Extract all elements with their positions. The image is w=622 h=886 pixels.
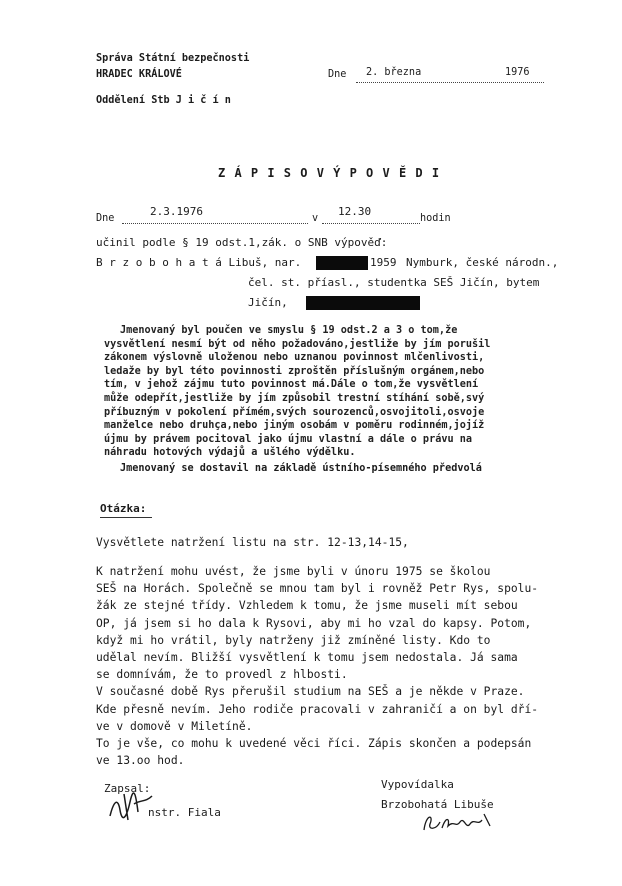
document-title: Z Á P I S O V Ý P O V Ě D I bbox=[218, 166, 441, 180]
intro-name-line: B r z o b o h a t á Libuš, nar. bbox=[96, 256, 302, 269]
question-text: Vysvětlete natržení listu na str. 12-13,14-15, bbox=[96, 536, 409, 549]
intro-line-1: učinil podle § 19 odst.1,zák. o SNB výpověď: bbox=[96, 236, 388, 249]
answer-line: se domnívám, že to provedl z hlbosti. bbox=[96, 668, 348, 682]
department-line: Oddělení Stb J i č í n bbox=[96, 95, 231, 106]
answer-block bbox=[96, 563, 538, 769]
caution-line: může odepřít,jestliže by jím způsobil trestní stíhání sobě,svý bbox=[104, 392, 485, 404]
caution-paragraph bbox=[104, 324, 490, 460]
date-underline bbox=[356, 82, 544, 83]
redaction-bar-address bbox=[306, 296, 420, 310]
caution-line: ledaže by byl této povinnosti zproštěn příslušným orgánem,nebo bbox=[104, 365, 485, 377]
intro-birthplace: Nymburk, české národn., bbox=[406, 256, 559, 269]
answer-line: OP, já jsem si ho dala k Rysovi, aby mi ho vzal do kapsy. Potom, bbox=[96, 616, 532, 630]
date-year: 1976 bbox=[505, 67, 530, 78]
caution-line: tím, v jehož zájmu tuto povinnost má.Dále o tom,že vysvětlení bbox=[104, 379, 479, 391]
caution-line: manželce nebo druhça,nebo jiným osobám v poměru rodinném,jojíž bbox=[104, 420, 485, 432]
witness-name: Brzobohatá Libuše bbox=[381, 798, 494, 811]
session-v-label: v bbox=[312, 213, 319, 224]
recorder-name: nstr. Fiala bbox=[148, 806, 221, 819]
witness-signature bbox=[420, 808, 496, 838]
answer-line: SEŠ na Horách. Společně se mnou tam byl i rovněž Petr Rys, spolu- bbox=[96, 582, 539, 596]
intro-line-3: čel. st. příasl., studentka SEŠ Jičín, bytem bbox=[248, 276, 540, 289]
recorder-label: Zapsal: bbox=[104, 782, 151, 795]
question-label-underline bbox=[100, 517, 152, 518]
question-label: Otázka: bbox=[100, 502, 147, 515]
date-label: Dne bbox=[328, 69, 347, 80]
org-line-2: HRADEC KRÁLOVÉ bbox=[96, 69, 182, 80]
answer-line: žák ze stejné třídy. Vzhledem k tomu, že jsme museli mít sebou bbox=[96, 599, 518, 613]
answer-line: udělal nevím. Bližší vysvětlení k tomu jsem nedostala. Já sama bbox=[96, 651, 518, 665]
answer-line: ve 13.oo hod. bbox=[96, 754, 185, 768]
session-date: 2.3.1976 bbox=[150, 205, 203, 218]
intro-born-year: 1959 bbox=[370, 256, 397, 269]
answer-line: K natržení mohu uvést, že jsme byli v únoru 1975 se školou bbox=[96, 565, 491, 578]
caution-line: Jmenovaný byl poučen ve smyslu § 19 odst.2 a 3 o tom,že bbox=[120, 325, 458, 336]
date-value: 2. března bbox=[366, 67, 422, 78]
answer-line: Kde přesně nevím. Jeho rodiče pracovali v zahraničí a on byl dří- bbox=[96, 702, 539, 716]
intro-line-4: Jičín, bbox=[248, 296, 288, 309]
session-time-underline bbox=[322, 223, 420, 224]
answer-line: když mi ho vrátil, byly natrženy již zmíněné listy. Kdo to bbox=[96, 633, 491, 647]
witness-label: Vypovídalka bbox=[381, 778, 454, 791]
session-time: 12.30 bbox=[338, 205, 372, 218]
org-line-1: Správa Státní bezpečnosti bbox=[96, 53, 250, 64]
summons-line: Jmenovaný se dostavil na základě ústního-písemného předvolá bbox=[120, 463, 482, 474]
session-hodin-label: hodin bbox=[420, 213, 451, 224]
caution-line: zákonem výslovně uloženou nebo uznanou povinnost mlčenlivosti, bbox=[104, 352, 485, 364]
caution-line: újmu by právem pocitoval jako újmu vlastní a dále o právu na bbox=[104, 433, 473, 445]
caution-line: vysvětlení nesmí být od něho požadováno,jestliže by jím porušil bbox=[104, 338, 491, 350]
session-dne-label: Dne bbox=[96, 213, 115, 224]
caution-line: příbuzným v pokolení přímém,svých sourozenců,osvojitoli,osvoje bbox=[104, 406, 485, 418]
answer-line: ve v domově v Miletíně. bbox=[96, 719, 253, 733]
session-date-underline bbox=[122, 223, 308, 224]
caution-line: náhradu hotových výdajů a ušlého výdělku. bbox=[104, 447, 356, 459]
answer-line: To je vše, co mohu k uvedené věci říci. Zápis skončen a podepsán bbox=[96, 737, 532, 751]
redaction-bar-birthdate bbox=[316, 256, 368, 270]
answer-line: V současné době Rys přerušil studium na SEŠ a je někde v Praze. bbox=[96, 685, 525, 699]
